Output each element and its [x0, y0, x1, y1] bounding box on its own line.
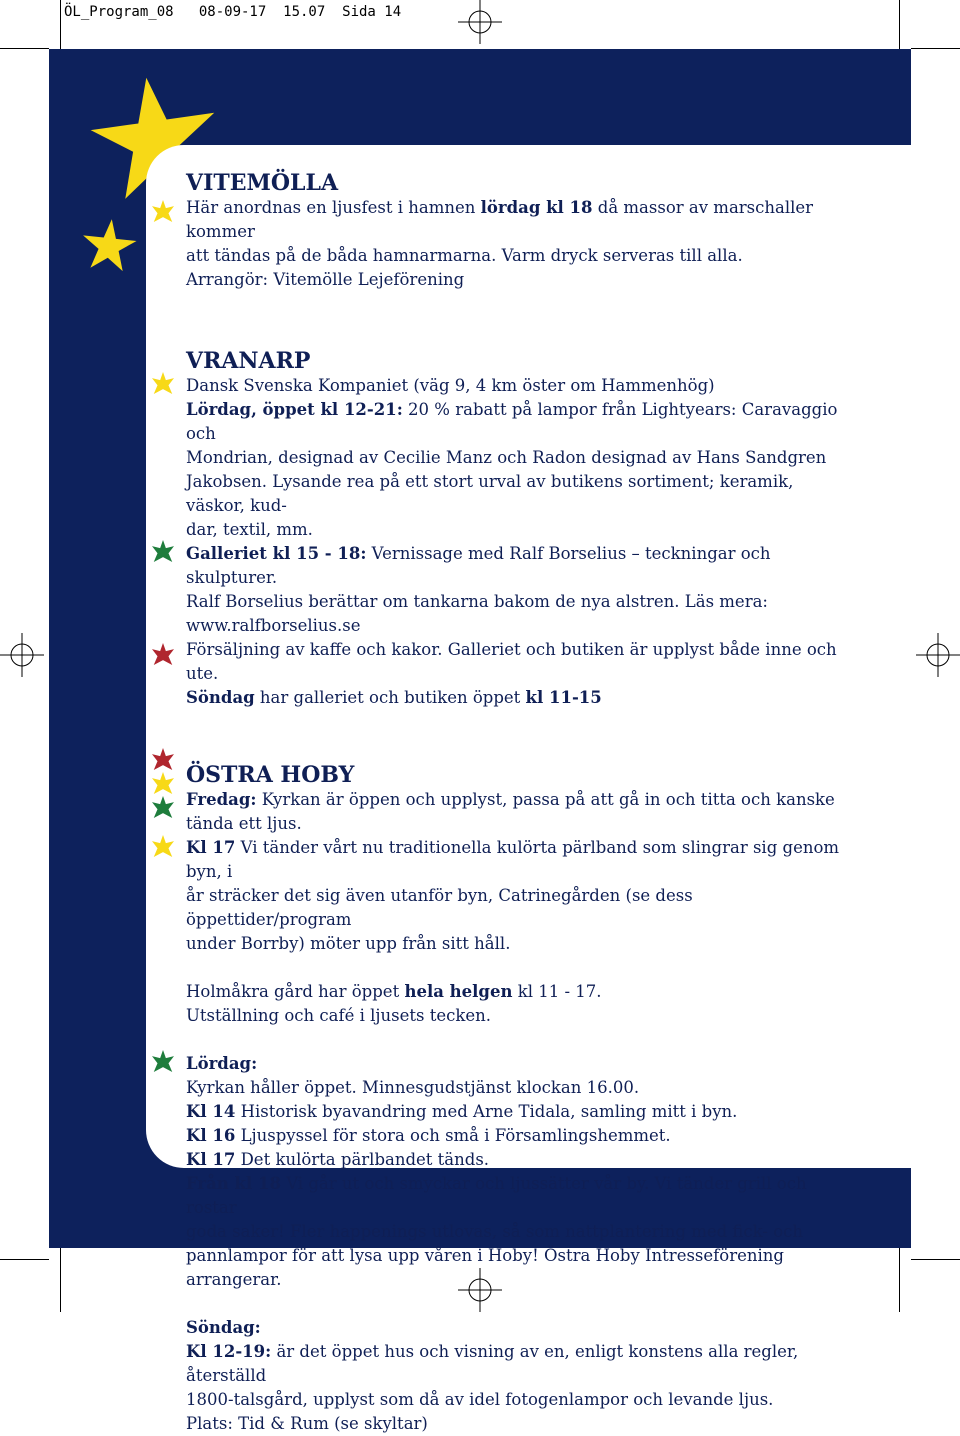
- registration-mark-right: [916, 633, 960, 677]
- bullet-star-yellow-icon: [152, 372, 174, 394]
- text-line: Lördag, öppet kl 12-21: 20 % rabatt på lampor från Lightyears: Caravaggio och: [186, 400, 838, 443]
- text-line: goda saker! Fler happenings utlovas, så som nattplantering med fick- och: [186, 1222, 803, 1241]
- bullet-star-yellow-icon: [152, 772, 174, 794]
- crop-mark: [60, 0, 61, 49]
- text-line: Mondrian, designad av Cecilie Manz och Radon designad av Hans Sandgren: [186, 448, 827, 467]
- text-line: Utställning och café i ljusets tecken.: [186, 1006, 491, 1025]
- bullet-star-green-icon: [152, 540, 174, 562]
- crop-mark: [899, 0, 900, 49]
- bullet-star-yellow-icon: [152, 835, 174, 857]
- text-line: Galleriet kl 15 - 18: Vernissage med Ralf Borselius – teckningar och skulpturer.: [186, 544, 771, 587]
- text-line: Kl 16 Ljuspyssel för stora och små i Församlingshemmet.: [186, 1126, 671, 1145]
- text-line: Kl 12-19: är det öppet hus och visning av en, enligt konstens alla regler, återställd: [186, 1342, 799, 1385]
- heading-vitemolla: VITEMÖLLA: [186, 170, 339, 196]
- crop-mark: [911, 48, 960, 49]
- text-line: att tändas på de båda hamnarmarna. Varm dryck serveras till alla.: [186, 246, 743, 265]
- sunday-heading: Söndag:: [186, 1318, 261, 1337]
- text-line: år sträcker det sig även utanför byn, Catrinegården (se dess öppettider/program: [186, 886, 693, 929]
- heading-vranarp: VRANARP: [186, 348, 311, 374]
- crop-mark: [0, 48, 49, 49]
- text-line: pannlampor för att lysa upp våren i Hoby! Östra Hoby Intresseförening arrangerar.: [186, 1246, 784, 1289]
- bullet-star-green-icon: [152, 1050, 174, 1072]
- text-line: dar, textil, mm.: [186, 520, 313, 539]
- text-line: Söndag har galleriet och butiken öppet kl 11-15: [186, 688, 602, 707]
- text-line: Från kl 18 Vi går ut och smyckar och ljussätter vår by. Vi tänder grill och rostar: [186, 1174, 807, 1217]
- print-slug: ÖL_Program_08 08-09-17 15.07 Sida 14: [64, 4, 402, 20]
- crop-mark: [60, 1248, 61, 1312]
- text-line: Dansk Svenska Kompaniet (väg 9, 4 km öster om Hammenhög): [186, 376, 715, 395]
- bullet-star-green-icon: [152, 796, 174, 818]
- bullet-star-red-icon: [152, 748, 174, 770]
- registration-mark-left: [0, 633, 44, 677]
- text-line: Jakobsen. Lysande rea på ett stort urval av butikens sortiment; keramik, väskor, kud-: [186, 472, 794, 515]
- text-line: Kl 14 Historisk byavandring med Arne Tidala, samling mitt i byn.: [186, 1102, 738, 1121]
- text-line: Plats: Tid & Rum (se skyltar): [186, 1414, 428, 1433]
- organizer-line: Arrangör: Vitemölle Lejeförening: [186, 270, 465, 289]
- text-line: Fredag: Kyrkan är öppen och upplyst, passa på att gå in och titta och kanske tända ett ljus.: [186, 790, 835, 833]
- registration-mark-top: [458, 0, 502, 44]
- text-line: Holmåkra gård har öppet hela helgen kl 11 - 17.: [186, 982, 602, 1001]
- bullet-star-yellow-icon: [152, 200, 174, 222]
- text-line: Kl 17 Det kulörta pärlbandet tänds.: [186, 1150, 490, 1169]
- crop-mark: [899, 1248, 900, 1312]
- text-line: Kl 17 Vi tänder vårt nu traditionella kulörta pärlband som slingrar sig genom byn, i: [186, 838, 840, 881]
- text-line: Kyrkan håller öppet. Minnesgudstjänst klockan 16.00.: [186, 1078, 640, 1097]
- text-line: Här anordnas en ljusfest i hamnen lördag kl 18 då massor av marschaller kommer: [186, 198, 814, 241]
- heading-ostra-hoby: ÖSTRA HOBY: [186, 762, 355, 788]
- crop-mark: [0, 1259, 49, 1260]
- bullet-star-red-icon: [152, 643, 174, 665]
- crop-mark: [911, 1259, 960, 1260]
- program-content: [186, 170, 856, 1436]
- saturday-heading: Lördag:: [186, 1054, 258, 1073]
- text-line: 1800-talsgård, upplyst som då av idel fotogenlampor och levande ljus.: [186, 1390, 774, 1409]
- small-star-icon: [80, 218, 138, 274]
- text-line: Ralf Borselius berättar om tankarna bakom de nya alstren. Läs mera: www.ralfborselius.se: [186, 592, 768, 635]
- text-line: under Borrby) möter upp från sitt håll.: [186, 934, 511, 953]
- text-line: Försäljning av kaffe och kakor. Galleriet och butiken är upplyst både inne och ute.: [186, 640, 837, 683]
